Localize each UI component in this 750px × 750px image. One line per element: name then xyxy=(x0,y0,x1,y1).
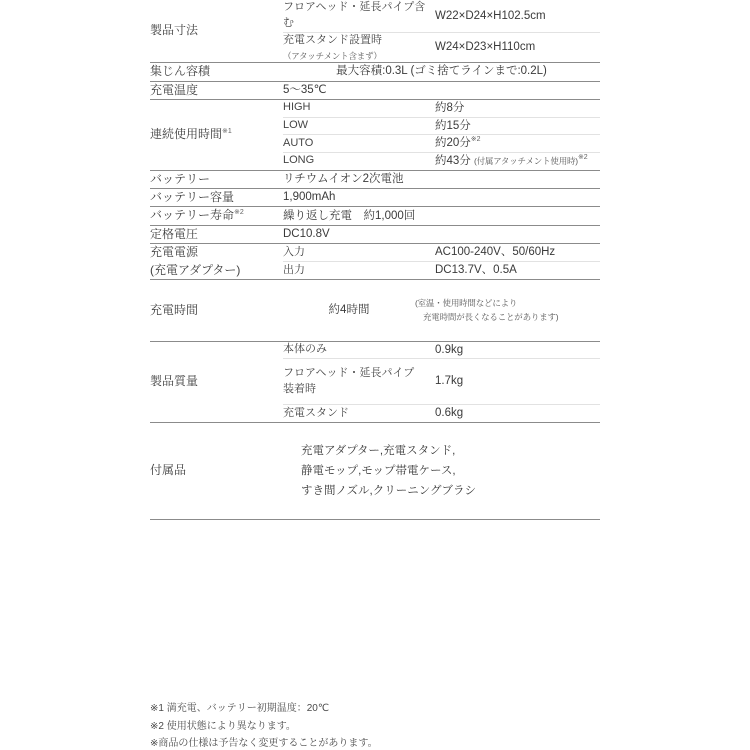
table-row xyxy=(150,99,600,117)
row-label-text: 製品寸法 xyxy=(150,23,199,38)
value-battery-capacity xyxy=(283,188,600,206)
value-text: 約15分 xyxy=(435,119,471,132)
accessory-line: 静電モップ,モップ帯電ケース, xyxy=(301,464,456,477)
sublabel-output xyxy=(283,262,435,280)
table-row xyxy=(150,341,600,359)
row-label-text: 充電電源 xyxy=(150,245,199,260)
value-accessories xyxy=(283,422,600,519)
value-rated-voltage xyxy=(283,225,600,243)
value-text: 最大容積:0.3L (ゴミ捨てラインまで:0.2L) xyxy=(336,65,547,78)
row-label-text: 定格電圧 xyxy=(150,226,199,241)
accessory-line: 充電アダプター,充電スタンド, xyxy=(301,444,456,457)
row-label-text-line2: (充電アダプター) xyxy=(150,262,241,277)
value-runtime-high xyxy=(435,99,600,117)
sublabel-text: HIGH xyxy=(283,101,311,114)
value-dimensions-with-floorhead xyxy=(435,0,600,32)
row-label-text: バッテリー xyxy=(150,171,211,186)
accessories-list xyxy=(283,423,600,519)
value-text: 0.6kg xyxy=(435,407,464,420)
table-row xyxy=(150,244,600,262)
row-label-dust-capacity xyxy=(150,63,283,81)
sublabel-weight-charging-stand xyxy=(283,405,435,423)
value-weight-body-only xyxy=(435,341,600,359)
value-text: DC13.7V、0.5A xyxy=(435,264,517,277)
row-label-battery-life xyxy=(150,207,283,225)
charging-time-note xyxy=(415,296,558,325)
row-label-charging-temperature xyxy=(150,81,283,99)
row-label-runtime xyxy=(150,99,283,170)
footnotes-section xyxy=(150,700,610,750)
table-row xyxy=(150,0,600,32)
sublabel-runtime-high xyxy=(283,99,435,117)
sublabel-text: 入力 xyxy=(283,245,305,258)
row-label-text: 付属品 xyxy=(150,463,187,478)
row-label-charging-power-source xyxy=(150,244,283,280)
table-row xyxy=(150,279,600,341)
table-row xyxy=(150,170,600,188)
sublabel-input xyxy=(283,244,435,262)
sublabel-text: 出力 xyxy=(283,263,305,276)
sublabel-dimensions-with-stand xyxy=(283,32,435,62)
table-row xyxy=(150,422,600,519)
row-label-battery-capacity xyxy=(150,188,283,206)
value-dimensions-with-stand xyxy=(435,32,600,62)
row-label-accessories xyxy=(150,422,283,519)
sublabel-dimensions-with-floorhead xyxy=(283,0,435,32)
value-text: 約8分 xyxy=(435,101,465,114)
sublabel-note: （アタッチメント含まず） xyxy=(283,50,382,61)
value-text: W24×D23×H110cm xyxy=(435,41,536,54)
row-label-text: 充電温度 xyxy=(150,82,199,97)
value-text: W22×D24×H102.5cm xyxy=(435,9,546,22)
value-weight-with-floorhead xyxy=(435,359,600,405)
value-runtime-auto xyxy=(435,135,600,153)
footnote-marker: ※2 xyxy=(577,154,588,162)
value-weight-charging-stand xyxy=(435,405,600,423)
sublabel-weight-body-only xyxy=(283,341,435,359)
value-charging-temperature xyxy=(283,81,600,99)
value-output xyxy=(435,262,600,280)
sublabel-runtime-auto xyxy=(283,135,435,153)
value-dust-capacity xyxy=(283,63,600,81)
footnote-marker: ※2 xyxy=(470,136,481,144)
row-label-text: 充電時間 xyxy=(150,302,199,317)
accessory-line: すき間ノズル,クリーニングブラシ xyxy=(301,485,477,498)
value-battery-life xyxy=(283,207,600,225)
sublabel-text: 充電スタンド xyxy=(283,406,349,419)
row-label-text: 連続使用時間 xyxy=(150,127,223,142)
footnote-marker: ※2 xyxy=(234,209,244,217)
charging-time-note-line1: (室温・使用時間などにより xyxy=(415,297,518,308)
value-text: 繰り返し充電 約1,000回 xyxy=(283,209,416,222)
sublabel-weight-with-floorhead xyxy=(283,359,435,405)
value-text: リチウムイオン2次電池 xyxy=(283,172,404,185)
product-specification-table xyxy=(150,0,600,520)
value-text: 0.9kg xyxy=(435,343,464,356)
footnote-1: ※1 満充電、バッテリー初期温度：20℃ xyxy=(150,703,330,714)
sublabel-text: 本体のみ xyxy=(283,343,327,356)
value-note: (付属アタッチメント使用時) xyxy=(474,155,578,166)
row-label-product-dimensions xyxy=(150,0,283,63)
spec-table-container xyxy=(150,0,600,520)
spec-table-body xyxy=(150,0,600,520)
footnote-2: ※2 使用状態により異なります。 xyxy=(150,720,296,732)
value-battery xyxy=(283,170,600,188)
value-runtime-long xyxy=(435,152,600,170)
sublabel-text-line2: 装着時 xyxy=(283,382,316,395)
value-text: AC100-240V、50/60Hz xyxy=(435,246,556,259)
table-row xyxy=(150,188,600,206)
value-text: DC10.8V xyxy=(283,228,330,241)
value-input xyxy=(435,244,600,262)
row-label-text: バッテリー容量 xyxy=(150,189,235,204)
row-label-text: バッテリー寿命 xyxy=(150,208,235,223)
charging-time-note-line2: 充電時間が長くなることがあります) xyxy=(423,312,559,323)
table-row xyxy=(150,207,600,225)
row-label-text: 集じん容積 xyxy=(150,64,211,79)
row-label-rated-voltage xyxy=(150,225,283,243)
sublabel-text: AUTO xyxy=(283,136,314,149)
sublabel-text: フロアヘッド・延長パイプ xyxy=(283,366,415,379)
sublabel-runtime-long xyxy=(283,152,435,170)
sublabel-runtime-low xyxy=(283,117,435,135)
charging-time-layout xyxy=(283,280,600,341)
value-runtime-low xyxy=(435,117,600,135)
sublabel-text: フロアヘッド・延長パイプ含む xyxy=(283,1,426,29)
row-label-charging-time xyxy=(150,279,283,341)
value-text: 約20分 xyxy=(435,137,471,150)
value-charging-time xyxy=(283,279,600,341)
footnote-3: ※商品の仕様は予告なく変更することがあります。 xyxy=(150,738,378,749)
sublabel-text: 充電スタンド設置時 xyxy=(283,33,382,46)
charging-time-main-text: 約4時間 xyxy=(328,304,370,317)
value-text: 1,900mAh xyxy=(283,191,336,204)
table-row xyxy=(150,81,600,99)
table-row xyxy=(150,63,600,81)
sublabel-text: LOW xyxy=(283,118,309,131)
footnote-marker: ※1 xyxy=(222,128,232,136)
row-label-product-weight xyxy=(150,341,283,422)
value-text: 5〜35℃ xyxy=(283,83,327,96)
value-text: 約43分 xyxy=(435,154,471,167)
table-row xyxy=(150,225,600,243)
row-label-text: 製品質量 xyxy=(150,374,199,389)
row-label-battery xyxy=(150,170,283,188)
value-text: 1.7kg xyxy=(435,375,464,388)
sublabel-text: LONG xyxy=(283,154,315,167)
